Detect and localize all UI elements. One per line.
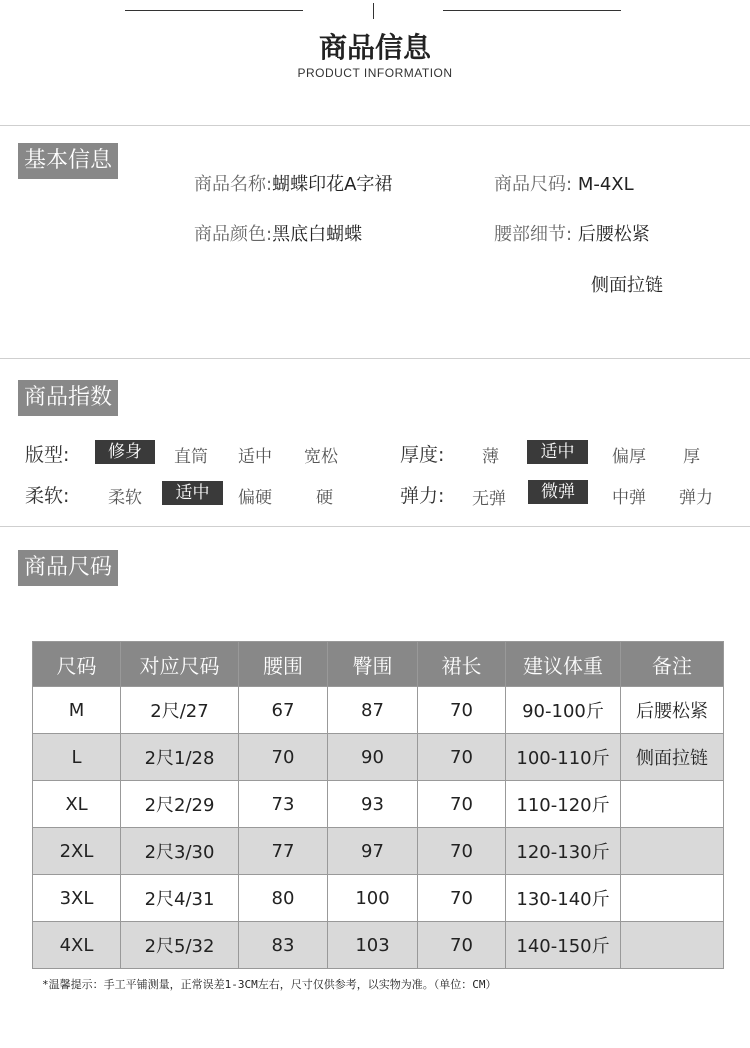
table-row — [33, 781, 724, 828]
table-cell: 后腰松紧 — [621, 687, 724, 734]
table-cell: 90 — [328, 734, 418, 781]
index-thickness-option-2: 偏厚 — [612, 447, 646, 467]
table-cell — [621, 875, 724, 922]
table-cell: 2尺1/28 — [121, 734, 239, 781]
index-fit-option-0: 修身 — [95, 440, 155, 464]
index-fit-option-1: 直筒 — [174, 447, 208, 467]
table-cell: 2尺2/29 — [121, 781, 239, 828]
info-value: 蝴蝶印花A字裙 — [272, 174, 393, 195]
info-key: 商品尺码: — [494, 174, 573, 195]
table-cell: 70 — [418, 781, 506, 828]
table-cell: 70 — [418, 734, 506, 781]
table-cell: 100 — [328, 875, 418, 922]
table-row — [33, 734, 724, 781]
table-cell: 70 — [239, 734, 328, 781]
column-header: 备注 — [621, 642, 724, 687]
info-key: 商品名称: — [194, 174, 273, 195]
table-cell: 70 — [418, 828, 506, 875]
index-fit-option-3: 宽松 — [304, 447, 338, 467]
index-elasticity-head: 弹力: — [400, 485, 445, 507]
section-label-basic: 基本信息 — [18, 143, 118, 179]
table-cell: 侧面拉链 — [621, 734, 724, 781]
table-cell: 97 — [328, 828, 418, 875]
table-cell: 73 — [239, 781, 328, 828]
table-cell — [621, 828, 724, 875]
info-product-name — [194, 170, 392, 196]
table-cell: 103 — [328, 922, 418, 969]
footnote: *温馨提示：手工平铺测量，正常误差1-3CM左右，尺寸仅供参考，以实物为准。（单位：CM） — [42, 978, 497, 991]
table-cell: 67 — [239, 687, 328, 734]
table-cell: 2尺3/30 — [121, 828, 239, 875]
info-waist-detail — [494, 220, 650, 246]
table-cell: 120-130斤 — [506, 828, 621, 875]
info-key: 商品颜色: — [194, 224, 273, 245]
column-header: 尺码 — [33, 642, 121, 687]
table-cell: 2XL — [33, 828, 121, 875]
index-thickness-head: 厚度: — [400, 444, 445, 466]
section-label-size: 商品尺码 — [18, 550, 118, 586]
column-header: 建议体重 — [506, 642, 621, 687]
table-cell: 70 — [418, 687, 506, 734]
index-softness-option-2: 偏硬 — [238, 488, 272, 508]
table-cell — [621, 922, 724, 969]
size-table-header — [33, 642, 724, 687]
table-cell — [621, 781, 724, 828]
divider-1 — [0, 125, 750, 126]
index-fit-head: 版型: — [25, 444, 70, 466]
info-value: M-4XL — [577, 174, 634, 195]
index-thickness-option-3: 厚 — [683, 447, 700, 467]
index-softness-option-1: 适中 — [162, 481, 223, 505]
table-cell: XL — [33, 781, 121, 828]
table-cell: 90-100斤 — [506, 687, 621, 734]
table-cell: M — [33, 687, 121, 734]
table-cell: 4XL — [33, 922, 121, 969]
divider-2 — [0, 358, 750, 359]
info-value: 黑底白蝴蝶 — [272, 224, 363, 245]
index-softness-head: 柔软: — [25, 485, 70, 507]
index-thickness-option-1: 适中 — [527, 440, 588, 464]
table-row — [33, 875, 724, 922]
table-cell: 140-150斤 — [506, 922, 621, 969]
table-cell: 70 — [418, 875, 506, 922]
table-row — [33, 922, 724, 969]
index-softness-option-0: 柔软 — [108, 488, 142, 508]
info-key: 腰部细节: — [494, 224, 573, 245]
table-cell: 2尺5/32 — [121, 922, 239, 969]
page-subtitle: PRODUCT INFORMATION — [297, 66, 453, 80]
table-cell: 93 — [328, 781, 418, 828]
header-line-left — [125, 10, 303, 11]
size-table — [32, 641, 724, 969]
table-row — [33, 687, 724, 734]
column-header: 对应尺码 — [121, 642, 239, 687]
table-cell: 110-120斤 — [506, 781, 621, 828]
header-line-right — [443, 10, 621, 11]
table-cell: 130-140斤 — [506, 875, 621, 922]
index-elasticity-option-1: 微弹 — [528, 480, 588, 504]
table-cell: 100-110斤 — [506, 734, 621, 781]
table-cell: 77 — [239, 828, 328, 875]
section-label-index: 商品指数 — [18, 380, 118, 416]
table-cell: L — [33, 734, 121, 781]
table-cell: 80 — [239, 875, 328, 922]
index-thickness-option-0: 薄 — [482, 447, 499, 467]
column-header: 臀围 — [328, 642, 418, 687]
info-value: 后腰松紧 — [577, 224, 650, 245]
index-elasticity-option-0: 无弹 — [472, 489, 506, 509]
divider-3 — [0, 526, 750, 527]
index-softness-option-3: 硬 — [316, 488, 333, 508]
info-product-color — [194, 220, 362, 246]
page-title: 商品信息 — [318, 31, 431, 64]
column-header: 裙长 — [418, 642, 506, 687]
table-cell: 70 — [418, 922, 506, 969]
table-cell: 2尺4/31 — [121, 875, 239, 922]
table-cell: 3XL — [33, 875, 121, 922]
table-cell: 87 — [328, 687, 418, 734]
header-tick — [373, 3, 374, 19]
column-header: 腰围 — [239, 642, 328, 687]
info-waist-detail-2: 侧面拉链 — [591, 275, 663, 296]
table-row — [33, 828, 724, 875]
index-fit-option-2: 适中 — [238, 447, 272, 467]
index-elasticity-option-3: 弹力 — [679, 488, 713, 508]
table-cell: 83 — [239, 922, 328, 969]
index-elasticity-option-2: 中弹 — [612, 488, 646, 508]
info-product-size — [494, 170, 634, 196]
table-cell: 2尺/27 — [121, 687, 239, 734]
